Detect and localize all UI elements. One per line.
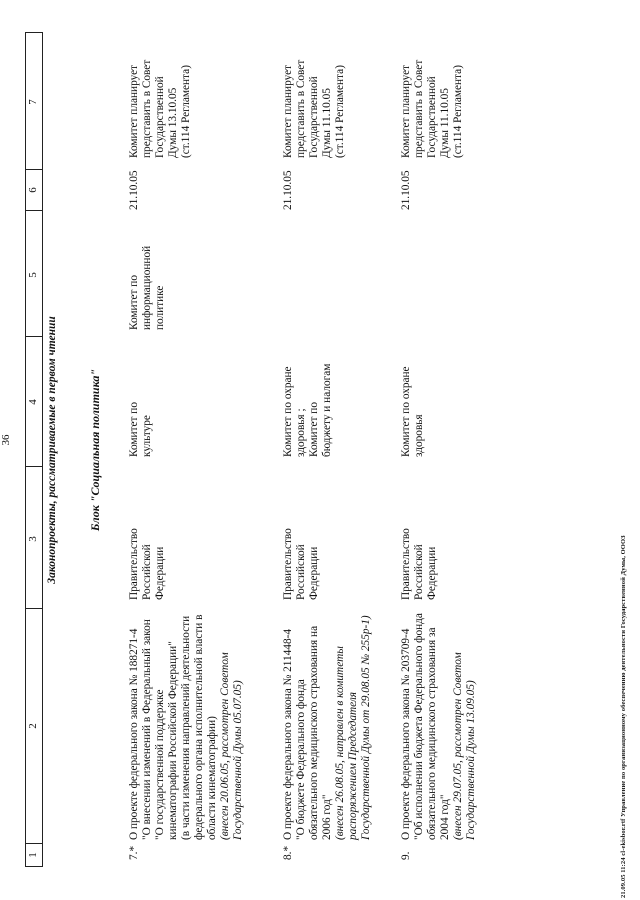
bill-title-line: "О бюджете Федерального фонда: [295, 679, 307, 840]
status: [282, 60, 347, 158]
bill-title: [128, 615, 245, 840]
header-row-top-border: [25, 32, 26, 867]
status-line: Комитет планирует: [282, 64, 294, 158]
bill-title-line: О проекте федерального закона № 211448-4: [282, 628, 294, 840]
status-line: Комитет планирует: [400, 64, 412, 158]
status-line: (ст.114 Регламента): [180, 65, 192, 158]
header-row-bottom-border: [42, 32, 43, 867]
header-divider: [25, 336, 42, 337]
header-divider: [25, 32, 42, 33]
status-line: Государственной: [154, 76, 166, 158]
bill-title-line: обязательного медицинского страхования на: [308, 625, 320, 840]
block-title: Блок "Социальная политика": [88, 368, 102, 532]
column-number: 1: [27, 852, 39, 858]
initiator: [128, 528, 167, 600]
bill-note-line: Государственной Думы 05.07.05): [232, 680, 244, 840]
date: 21.10.05: [282, 170, 294, 210]
bill-title-line: кинематографии Российской Федерации": [167, 641, 179, 840]
status-line: Комитет планирует: [128, 64, 140, 158]
status-line: (ст.114 Регламента): [334, 65, 346, 158]
bill-note-line: (внесен 29.07.05, рассмотрен Советом: [452, 652, 464, 840]
page-number: 36: [0, 434, 12, 446]
initiator-line: Федерации: [426, 546, 438, 600]
initiator-line: Российской: [141, 544, 153, 600]
co-committee-line: политике: [154, 285, 166, 330]
committee-line: Комитет по: [128, 401, 140, 457]
column-number: 6: [27, 187, 39, 193]
status: [128, 60, 193, 158]
responsible-committee: [400, 366, 426, 457]
status-line: Думы 11.10.05: [439, 88, 451, 158]
bill-title-line: обязательного медицинского страхования за: [426, 627, 438, 840]
bill-note-line: Государственной Думы от 29.08.05 № 255р-1): [360, 615, 372, 840]
initiator-line: Российской: [295, 544, 307, 600]
bill-title-line: О проекте федерального закона № 188271-4: [128, 628, 140, 840]
bill-note-line: распоряжением Председателя: [347, 691, 359, 840]
bill-note-line: Государственной Думы 13.09.05): [465, 680, 477, 840]
status-line: представить в Совет: [141, 59, 153, 158]
status-line: Думы 11.10.05: [321, 88, 333, 158]
committee-line: Комитет по охране: [400, 366, 412, 457]
column-number: 5: [27, 272, 39, 278]
initiator: [282, 528, 321, 600]
responsible-committee: [282, 364, 334, 457]
bill-title-line: (в части изменения направлений деятельности: [180, 615, 192, 840]
section-title: Законопроекты, рассматриваемые в первом чтении: [46, 316, 58, 584]
responsible-committee: [128, 402, 154, 457]
committee-line: здоровья: [413, 414, 425, 457]
bill-title-line: "О внесении изменений в Федеральный закон: [141, 619, 153, 840]
co-committee-line: информационной: [141, 245, 153, 330]
column-number: 7: [27, 99, 39, 105]
status: [400, 60, 465, 158]
date: 21.10.05: [400, 170, 412, 210]
status-line: (ст.114 Регламента): [452, 65, 464, 158]
initiator-line: Федерации: [154, 546, 166, 600]
bill-title-line: 2006 год": [321, 794, 333, 840]
bill-title-line: области кинематографии): [206, 716, 218, 840]
initiator-line: Российской: [413, 544, 425, 600]
bill-title: [400, 613, 478, 840]
bill-title-line: 2004 год": [439, 794, 451, 840]
committee-line: бюджету и налогам: [321, 363, 333, 457]
bill-title-line: "Об исполнении бюджета Федерального фонда: [413, 613, 425, 840]
bill-title-line: "О государственной поддержке: [154, 689, 166, 840]
column-number: 2: [27, 723, 39, 729]
status-line: представить в Совет: [413, 59, 425, 158]
column-number: 4: [27, 399, 39, 405]
status-line: представить в Совет: [295, 59, 307, 158]
bill-title: [282, 615, 373, 840]
header-divider: [25, 608, 42, 609]
bill-note-line: (внесен 20.06.05, рассмотрен Советом: [219, 652, 231, 840]
co-committee-line: Комитет по: [128, 274, 140, 330]
committee-line: Комитет по: [308, 401, 320, 457]
initiator-line: Правительство: [282, 528, 294, 600]
committee-line: здоровья ;: [295, 408, 307, 457]
page-footer: 21.09.05 11:24 cl-ekisbor.rtf Управление по организационному обеспечению деятельности Государственной Думы, ОООЗ: [620, 535, 627, 898]
bill-title-line: О проекте федерального закона № 203709-4: [400, 628, 412, 840]
row-number: 8.*: [282, 845, 294, 860]
initiator-line: Федерации: [308, 546, 320, 600]
co-committee: [128, 246, 167, 330]
status-line: Государственной: [426, 76, 438, 158]
bill-title-line: федерального органа исполнительной власти в: [193, 614, 205, 840]
status-line: Государственной: [308, 76, 320, 158]
row-number: 9.: [400, 851, 412, 860]
header-divider: [25, 210, 42, 211]
initiator: [400, 528, 439, 600]
column-number: 3: [27, 536, 39, 542]
header-divider: [25, 466, 42, 467]
committee-line: культуре: [141, 415, 153, 457]
status-line: Думы 13.10.05: [167, 87, 179, 158]
initiator-line: Правительство: [128, 528, 140, 600]
row-number: 7.*: [128, 845, 140, 860]
committee-line: Комитет по охране: [282, 366, 294, 457]
date: 21.10.05: [128, 170, 140, 210]
initiator-line: Правительство: [400, 528, 412, 600]
bill-note-line: (внесен 26.08.05, направлен в комитеты: [334, 646, 346, 840]
